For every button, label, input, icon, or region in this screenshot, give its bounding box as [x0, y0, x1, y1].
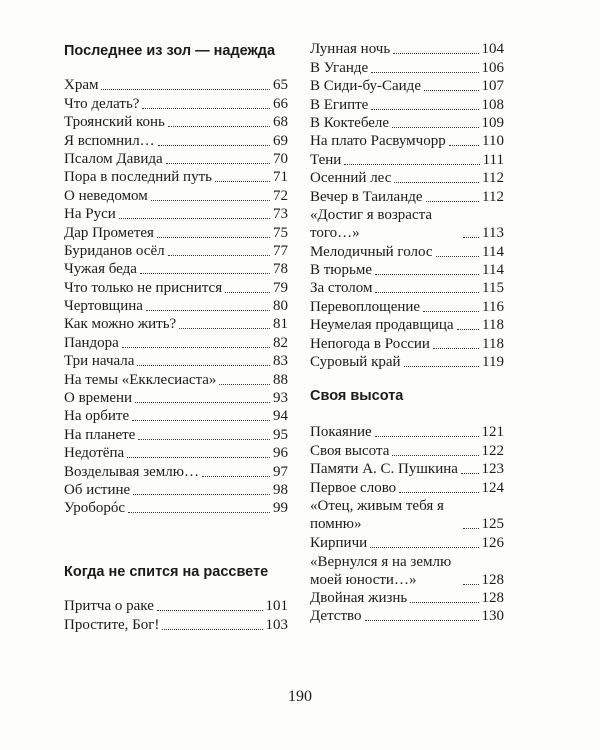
page-number: 190: [288, 688, 312, 705]
toc-entry-title: Буриданов осёл: [64, 242, 165, 259]
toc-entry: [310, 169, 504, 187]
toc-entry-page: 99: [273, 500, 288, 517]
toc-entry-page: 96: [273, 445, 288, 462]
dot-leader: [158, 145, 270, 146]
dot-leader: [142, 108, 270, 109]
toc-entry-list: [310, 423, 504, 625]
toc-entry-title: Возделывая землю…: [64, 463, 199, 480]
toc-entry-page: 65: [273, 77, 288, 94]
toc-entry-page: 122: [481, 442, 504, 459]
toc-entry-page: 98: [273, 481, 288, 498]
dot-leader: [168, 255, 270, 256]
toc-entry: [64, 352, 288, 370]
toc-entry-title: «Отец, живым тебя я помню»: [310, 498, 444, 533]
toc-entry: [310, 607, 504, 625]
dot-leader: [168, 126, 270, 127]
toc-entry-page: 72: [273, 187, 288, 204]
toc-entry-title: Как можно жить?: [64, 316, 177, 333]
toc-entry-title: Что делать?: [64, 95, 140, 112]
toc-entry-title: Неумелая продавщица: [310, 317, 454, 334]
toc-entry-page: 113: [482, 225, 504, 242]
toc-entry-page: 83: [273, 353, 288, 370]
toc-entry-title: Храм: [64, 77, 99, 94]
toc-entry-page: 118: [482, 317, 504, 334]
toc-entry: [310, 187, 504, 205]
toc-entry-title: На орбите: [64, 408, 130, 425]
toc-entry-page: 93: [273, 390, 288, 407]
toc-entry: [64, 223, 288, 241]
toc-entry-page: 69: [273, 132, 288, 149]
toc-entry-title: За столом: [310, 280, 373, 297]
toc-entry-page: 123: [481, 461, 504, 478]
dot-leader: [463, 584, 479, 585]
toc-entry-page: 75: [273, 224, 288, 241]
toc-entry-title: Уроборóс: [64, 500, 126, 517]
toc-entry: [310, 114, 504, 132]
toc-entry-page: 81: [273, 316, 288, 333]
toc-entry-list: [64, 76, 288, 517]
toc-entry: [310, 242, 504, 260]
toc-entry-title: Три начала: [64, 353, 135, 370]
toc-entry-page: 80: [273, 298, 288, 315]
dot-leader: [127, 457, 270, 458]
dot-leader: [371, 109, 478, 110]
toc-entry: [310, 150, 504, 168]
dot-leader: [393, 53, 478, 54]
toc-entry-title: Двойная жизнь: [310, 589, 408, 606]
dot-leader: [436, 256, 480, 257]
toc-entry-page: 88: [273, 371, 288, 388]
dot-leader: [404, 366, 480, 367]
toc-entry: [310, 40, 504, 58]
dot-leader: [433, 348, 479, 349]
toc-entry-title: Дар Прометея: [64, 224, 154, 241]
dot-leader: [424, 90, 479, 91]
toc-entry: [310, 589, 504, 607]
dot-leader: [219, 384, 270, 385]
toc-entry: [310, 334, 504, 352]
toc-entry-page: 111: [482, 151, 504, 168]
toc-entry-page: 119: [482, 354, 504, 371]
toc-entry-title: Что только не приснится: [64, 279, 223, 296]
toc-entry-page: 97: [273, 463, 288, 480]
toc-entry-page: 109: [481, 114, 504, 131]
toc-entry: [64, 150, 288, 168]
toc-entry: [64, 462, 288, 480]
dot-leader: [371, 72, 478, 73]
toc-entry: [64, 297, 288, 315]
section-heading: Когда не спится на рассвете: [64, 564, 269, 580]
toc-entry-page: 106: [481, 59, 504, 76]
toc-entry-page: 82: [273, 334, 288, 351]
toc-entry-title: Пандора: [64, 334, 119, 351]
toc-entry: [64, 76, 288, 94]
toc-entry: [310, 77, 504, 95]
toc-entry: [64, 425, 288, 443]
toc-entry: [310, 533, 504, 551]
toc-entry-title: На плато Расвумчорр: [310, 133, 446, 150]
section-heading: Последнее из зол — надежда: [64, 43, 276, 59]
dot-leader: [410, 602, 478, 603]
dot-leader: [392, 455, 478, 456]
toc-entry: [64, 407, 288, 425]
toc-entry-title: О времени: [64, 390, 133, 407]
toc-entry-title: Притча о раке: [64, 598, 154, 615]
dot-leader: [133, 494, 270, 495]
toc-entry-page: 112: [482, 170, 504, 187]
toc-entry-title: Недотёпа: [64, 445, 125, 462]
toc-entry-title: Вечер в Таиланде: [310, 188, 423, 205]
dot-leader: [463, 528, 479, 529]
toc-entry-page: 77: [273, 242, 288, 259]
toc-entry-title: Чертовщина: [64, 298, 143, 315]
toc-entry-title: Простите, Бог!: [64, 616, 160, 633]
toc-entry-page: 103: [265, 616, 288, 633]
toc-entry-title: Памяти А. С. Пушкина: [310, 461, 458, 478]
toc-entry-title: Я вспомнил…: [64, 132, 155, 149]
toc-entry: [310, 460, 504, 478]
toc-entry: [310, 206, 504, 243]
toc-entry: [64, 370, 288, 388]
toc-entry: [310, 279, 504, 297]
toc-entry-title: «Вернулся я на землю моей юности…»: [310, 553, 452, 588]
toc-entry-title: Об истине: [64, 481, 131, 498]
toc-entry-title: Покаяние: [310, 424, 372, 441]
dot-leader: [157, 237, 270, 238]
dot-leader: [449, 145, 479, 146]
dot-leader: [202, 476, 270, 477]
toc-entry: [310, 95, 504, 113]
dot-leader: [392, 127, 478, 128]
toc-entry: [310, 423, 504, 441]
toc-entry-page: 115: [482, 280, 504, 297]
dot-leader: [151, 200, 270, 201]
toc-entry-page: 130: [481, 608, 504, 625]
toc-entry-page: 121: [481, 424, 504, 441]
toc-entry: [64, 481, 288, 499]
toc-entry-title: В Египте: [310, 96, 369, 113]
toc-entry: [64, 333, 288, 351]
dot-leader: [225, 292, 270, 293]
toc-entry: [310, 353, 504, 371]
toc-entry-page: 71: [273, 169, 288, 186]
toc-entry: [310, 497, 504, 534]
dot-leader: [135, 402, 270, 403]
toc-entry-list: [64, 597, 288, 634]
dot-leader: [370, 547, 478, 548]
toc-entry: [64, 113, 288, 131]
toc-entry-page: 94: [273, 408, 288, 425]
toc-entry-page: 70: [273, 150, 288, 167]
dot-leader: [119, 218, 270, 219]
dot-leader: [132, 420, 270, 421]
dot-leader: [179, 328, 270, 329]
toc-entry-page: 66: [273, 95, 288, 112]
dot-leader: [375, 436, 479, 437]
toc-entry-title: На темы «Екклесиаста»: [64, 371, 217, 388]
toc-entry-page: 104: [481, 41, 504, 58]
toc-entry-title: Детство: [310, 608, 362, 625]
toc-entry-title: Мелодичный голос: [310, 243, 433, 260]
toc-entry-title: О неведомом: [64, 187, 148, 204]
toc-entry-title: Лунная ночь: [310, 41, 391, 58]
toc-entry-title: На планете: [64, 426, 136, 443]
toc-entry: [310, 297, 504, 315]
section-heading: Своя высота: [310, 388, 404, 404]
toc-entry: [64, 615, 288, 633]
toc-entry-title: Своя высота: [310, 442, 390, 459]
toc-entry-title: Первое слово: [310, 479, 397, 496]
toc-entry-list: [310, 40, 504, 371]
toc-entry: [64, 260, 288, 278]
toc-entry: [64, 242, 288, 260]
toc-entry: [310, 58, 504, 76]
dot-leader: [457, 329, 479, 330]
toc-entry-page: 124: [481, 479, 504, 496]
toc-entry: [310, 261, 504, 279]
dot-leader: [138, 439, 270, 440]
toc-entry-title: Кирпичи: [310, 534, 368, 551]
toc-entry-title: В Коктебеле: [310, 114, 390, 131]
toc-entry-page: 78: [273, 261, 288, 278]
toc-entry-page: 79: [273, 279, 288, 296]
toc-entry: [64, 94, 288, 112]
dot-leader: [140, 273, 270, 274]
toc-entry: [64, 168, 288, 186]
toc-entry-title: На Руси: [64, 206, 116, 223]
dot-leader: [463, 237, 479, 238]
toc-entry-title: Тени: [310, 151, 342, 168]
dot-leader: [157, 610, 263, 611]
dot-leader: [162, 629, 262, 630]
dot-leader: [215, 181, 270, 182]
toc-entry-page: 128: [481, 571, 504, 588]
toc-entry-title: Пора в последний путь: [64, 169, 212, 186]
dot-leader: [146, 310, 270, 311]
dot-leader: [128, 512, 270, 513]
toc-entry: [310, 132, 504, 150]
dot-leader: [423, 311, 479, 312]
dot-leader: [365, 620, 479, 621]
toc-entry-title: Псалом Давида: [64, 150, 163, 167]
toc-entry: [64, 444, 288, 462]
toc-entry-title: «Достиг я возраста того…»: [310, 207, 433, 242]
toc-entry-page: 114: [482, 262, 504, 279]
dot-leader: [122, 347, 270, 348]
toc-entry: [64, 186, 288, 204]
dot-leader: [101, 89, 270, 90]
toc-entry-title: Троянский конь: [64, 114, 165, 131]
toc-entry: [64, 131, 288, 149]
toc-entry-title: В тюрьме: [310, 262, 373, 279]
toc-entry-title: Непогода в России: [310, 335, 430, 352]
dot-leader: [375, 292, 479, 293]
toc-entry-page: 114: [482, 243, 504, 260]
toc-entry-page: 118: [482, 335, 504, 352]
dot-leader: [461, 473, 479, 474]
toc-entry-page: 95: [273, 426, 288, 443]
dot-leader: [344, 164, 479, 165]
toc-entry-title: В Уганде: [310, 59, 369, 76]
dot-leader: [166, 163, 270, 164]
toc-entry-title: Чужая беда: [64, 261, 137, 278]
toc-entry-page: 128: [481, 589, 504, 606]
toc-entry: [310, 478, 504, 496]
dot-leader: [137, 365, 270, 366]
toc-entry-title: Перевоплощение: [310, 298, 421, 315]
toc-entry: [310, 316, 504, 334]
toc-entry: [64, 389, 288, 407]
toc-entry-page: 126: [481, 534, 504, 551]
toc-entry-page: 107: [481, 78, 504, 95]
toc-entry: [64, 315, 288, 333]
toc-entry-page: 110: [482, 133, 504, 150]
toc-entry-page: 68: [273, 114, 288, 131]
toc-entry: [64, 278, 288, 296]
toc-entry-page: 125: [481, 516, 504, 533]
toc-entry-title: Суровый край: [310, 354, 401, 371]
toc-entry-page: 112: [482, 188, 504, 205]
toc-entry-page: 116: [482, 298, 504, 315]
toc-entry: [310, 441, 504, 459]
dot-leader: [426, 201, 480, 202]
toc-entry-page: 73: [273, 206, 288, 223]
dot-leader: [399, 492, 478, 493]
toc-entry: [64, 597, 288, 615]
toc-entry-title: В Сиди-бу-Саиде: [310, 78, 421, 95]
dot-leader: [394, 182, 479, 183]
toc-entry-title: Осенний лес: [310, 170, 392, 187]
toc-entry: [310, 552, 504, 589]
toc-entry-page: 101: [265, 598, 288, 615]
toc-entry-page: 108: [481, 96, 504, 113]
toc-entry: [64, 205, 288, 223]
dot-leader: [375, 274, 479, 275]
toc-entry: [64, 499, 288, 517]
